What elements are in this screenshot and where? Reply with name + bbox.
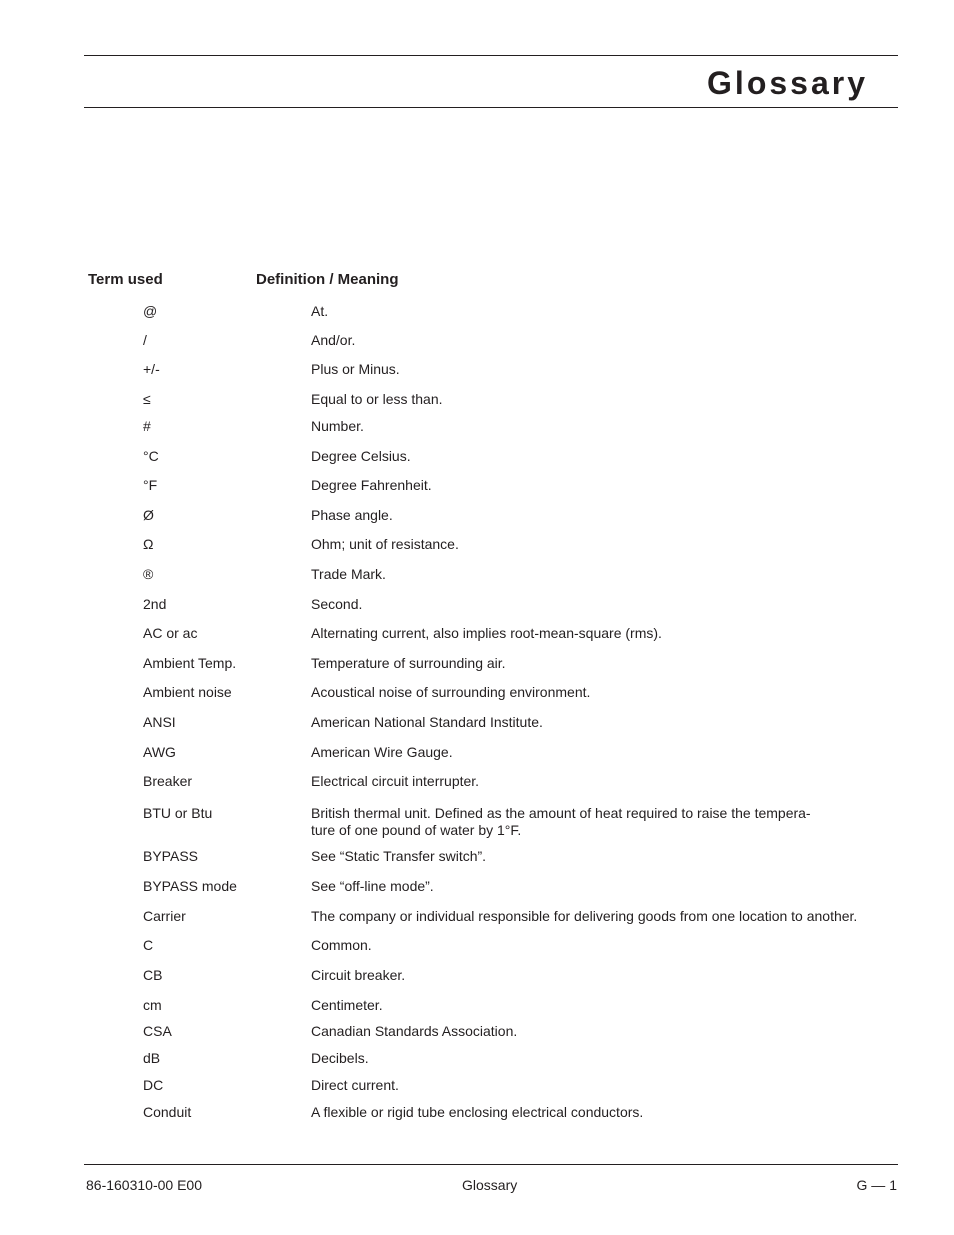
glossary-term: ≤ <box>143 391 151 407</box>
column-header-definition: Definition / Meaning <box>256 271 399 288</box>
glossary-definition: Decibels. <box>311 1050 369 1066</box>
footer-page-number: G — 1 <box>856 1177 897 1193</box>
glossary-term: Carrier <box>143 908 186 924</box>
header-bottom-rule <box>84 107 898 108</box>
glossary-definition: Trade Mark. <box>311 566 386 582</box>
glossary-term: ® <box>143 566 154 582</box>
glossary-term: C <box>143 937 154 953</box>
glossary-term: BYPASS mode <box>143 878 237 894</box>
glossary-definition: Ohm; unit of resistance. <box>311 536 459 552</box>
glossary-term: Breaker <box>143 773 193 789</box>
header-top-rule <box>84 55 898 56</box>
footer-document-number: 86-160310-00 E00 <box>86 1177 202 1193</box>
glossary-definition: Centimeter. <box>311 997 383 1013</box>
glossary-definition: Temperature of surrounding air. <box>311 655 506 671</box>
glossary-term: dB <box>143 1050 161 1066</box>
glossary-definition: Circuit breaker. <box>311 967 406 983</box>
glossary-term: +/- <box>143 361 160 377</box>
glossary-definition: Phase angle. <box>311 507 393 523</box>
glossary-term: Ambient noise <box>143 684 232 700</box>
glossary-definition-line: ture of one pound of water by 1°F. <box>311 822 522 838</box>
glossary-definition: At. <box>311 303 329 319</box>
glossary-term: Conduit <box>143 1104 192 1120</box>
glossary-definition: American Wire Gauge. <box>311 744 453 760</box>
column-header-term: Term used <box>88 271 163 288</box>
glossary-term: Ø <box>143 507 154 523</box>
glossary-term: °C <box>143 448 159 464</box>
glossary-term: / <box>143 332 147 348</box>
glossary-definition: A flexible or rigid tube enclosing electrical conductors. <box>311 1104 644 1120</box>
glossary-term: CB <box>143 967 163 983</box>
glossary-term: BTU or Btu <box>143 805 213 821</box>
glossary-term: AC or ac <box>143 625 198 641</box>
glossary-term: AWG <box>143 744 176 760</box>
glossary-definition: Plus or Minus. <box>311 361 400 377</box>
glossary-term: DC <box>143 1077 164 1093</box>
glossary-definition: Alternating current, also implies root-mean-square (rms). <box>311 625 662 641</box>
page-title: Glossary <box>707 65 868 101</box>
glossary-definition: And/or. <box>311 332 356 348</box>
glossary-definition: Canadian Standards Association. <box>311 1023 518 1039</box>
glossary-term: # <box>143 418 151 434</box>
glossary-definition-line: British thermal unit. Defined as the amount of heat required to raise the tempera- <box>311 805 811 821</box>
glossary-term: ANSI <box>143 714 176 730</box>
glossary-definition: Degree Celsius. <box>311 448 411 464</box>
glossary-term: Ω <box>143 536 154 552</box>
glossary-term: @ <box>143 303 158 319</box>
glossary-definition: Electrical circuit interrupter. <box>311 773 480 789</box>
glossary-term: BYPASS <box>143 848 198 864</box>
footer-rule <box>84 1164 898 1165</box>
glossary-term: °F <box>143 477 158 493</box>
glossary-definition: See “off-line mode”. <box>311 878 434 894</box>
glossary-definition: Common. <box>311 937 372 953</box>
glossary-definition <box>311 805 871 839</box>
glossary-term: cm <box>143 997 162 1013</box>
glossary-definition: Second. <box>311 596 363 612</box>
glossary-term: CSA <box>143 1023 172 1039</box>
footer-section-title: Glossary <box>462 1177 518 1193</box>
glossary-definition: See “Static Transfer switch”. <box>311 848 487 864</box>
glossary-definition: Direct current. <box>311 1077 399 1093</box>
glossary-term: 2nd <box>143 596 167 612</box>
glossary-definition: Equal to or less than. <box>311 391 443 407</box>
glossary-definition: The company or individual responsible for delivering goods from one location to another. <box>311 908 858 924</box>
glossary-definition: Degree Fahrenheit. <box>311 477 432 493</box>
glossary-definition: American National Standard Institute. <box>311 714 543 730</box>
glossary-definition: Acoustical noise of surrounding environment. <box>311 684 591 700</box>
glossary-term: Ambient Temp. <box>143 655 237 671</box>
glossary-definition: Number. <box>311 418 364 434</box>
